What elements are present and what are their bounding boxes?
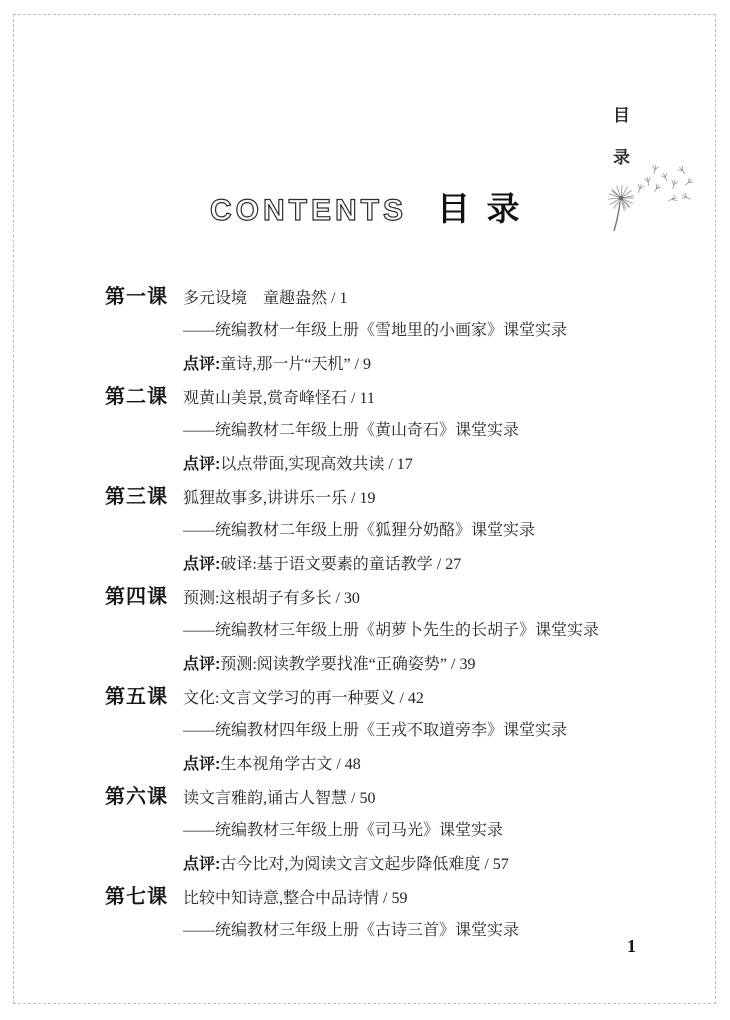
toc-entry-1: [105, 280, 635, 380]
comment-label: 点评:: [183, 656, 221, 673]
comment-label: 点评:: [183, 456, 221, 473]
comment-label: 点评:: [183, 356, 221, 373]
page-title: [210, 183, 520, 230]
dandelion-seeds: [635, 165, 694, 204]
comment-text: 童诗,那一片“天机” / 9: [220, 356, 371, 373]
lesson-comment: [105, 745, 635, 780]
lesson-title: 读文言雅韵,诵古人智慧 / 50: [183, 790, 376, 807]
lesson-comment: [105, 445, 635, 480]
lesson-label: 第五课: [105, 686, 168, 708]
lesson-label: 第二课: [105, 386, 168, 408]
lesson-subtitle: ——统编教材三年级上册《古诗三首》课堂实录: [183, 922, 520, 939]
running-head-char: 目: [613, 106, 630, 125]
comment-label: 点评:: [183, 756, 221, 773]
comment-label: 点评:: [183, 856, 221, 873]
page-title-english: CONTENTS: [210, 194, 407, 227]
lesson-subtitle: ——统编教材三年级上册《司马光》课堂实录: [183, 822, 504, 839]
toc-entry-2: [105, 380, 635, 480]
table-of-contents: [105, 280, 635, 980]
lesson-label: 第一课: [105, 286, 168, 308]
lesson-comment: [105, 845, 635, 880]
lesson-title: 比较中知诗意,整合中品诗情 / 59: [183, 890, 408, 907]
toc-entry-5: [105, 680, 635, 780]
dandelion-icon: [585, 155, 705, 240]
toc-entry-7: [105, 880, 635, 980]
lesson-subtitle: ——统编教材二年级上册《狐狸分奶酪》课堂实录: [183, 522, 536, 539]
toc-entry-6: [105, 780, 635, 880]
lesson-label: 第六课: [105, 786, 168, 808]
comment-text: 以点带面,实现高效共读 / 17: [220, 456, 413, 473]
comment-label: 点评:: [183, 556, 221, 573]
lesson-title: 观黄山美景,赏奇峰怪石 / 11: [183, 390, 375, 407]
lesson-title: 多元设境 童趣盎然 / 1: [183, 290, 348, 307]
lesson-label: 第七课: [105, 886, 168, 908]
comment-text: 破译:基于语文要素的童话教学 / 27: [220, 556, 462, 573]
lesson-subtitle: ——统编教材三年级上册《胡萝卜先生的长胡子》课堂实录: [183, 622, 600, 639]
lesson-label: 第四课: [105, 586, 168, 608]
lesson-title: 狐狸故事多,讲讲乐一乐 / 19: [183, 490, 376, 507]
lesson-title: 预测:这根胡子有多长 / 30: [183, 590, 360, 607]
lesson-label: 第三课: [105, 486, 168, 508]
lesson-comment: [105, 545, 635, 580]
running-head-char: 录: [613, 148, 630, 167]
lesson-subtitle: ——统编教材一年级上册《雪地里的小画家》课堂实录: [183, 322, 568, 339]
lesson-comment: [105, 345, 635, 380]
comment-text: 预测:阅读教学要找准“正确姿势” / 39: [220, 656, 476, 673]
toc-entry-3: [105, 480, 635, 580]
comment-text: 古今比对,为阅读文言文起步降低难度 / 57: [220, 856, 509, 873]
lesson-comment: [105, 645, 635, 680]
comment-text: 生本视角学古文 / 48: [220, 756, 361, 773]
lesson-subtitle: ——统编教材二年级上册《黄山奇石》课堂实录: [183, 422, 520, 439]
lesson-title: 文化:文言文学习的再一种要义 / 42: [183, 690, 424, 707]
lesson-subtitle: ——统编教材四年级上册《王戎不取道旁李》课堂实录: [183, 722, 568, 739]
toc-entry-4: [105, 580, 635, 680]
page-number: 1: [627, 936, 636, 956]
page-title-chinese: 目 录: [437, 192, 520, 228]
